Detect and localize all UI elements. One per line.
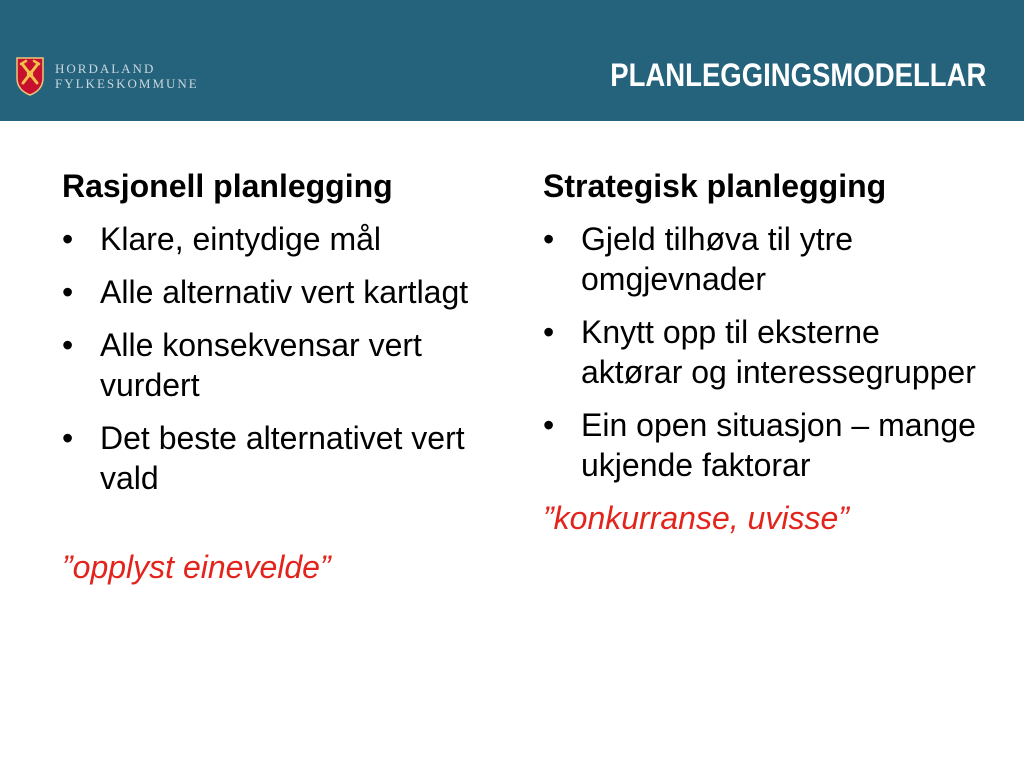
logo-wordmark [55,61,199,91]
list-item [543,405,988,485]
bullet-icon: • [543,314,555,350]
list-item [62,272,502,312]
right-column-motto: ”konkurranse, uvisse” [543,500,849,536]
logo-line-1: HORDALAND [55,61,156,76]
page-title: PLANLEGGINGSMODELLAR [609,57,986,93]
list-item-text: Alle konsekvensar vert vurdert [100,327,422,403]
logo-line-2: FYLKESKOMMUNE [55,76,199,91]
left-column-heading: Rasjonell planlegging [62,168,393,204]
list-item [543,219,988,299]
list-item-text: Gjeld tilhøva til ytre omgjevnader [581,221,854,297]
list-item [62,219,502,259]
list-item-text: Alle alternativ vert kartlagt [100,274,469,310]
list-item-text: Knytt opp til eksterne aktørar og interessegrupper [581,314,976,390]
bullet-icon: • [62,420,74,456]
coat-of-arms-icon [15,56,45,96]
bullet-icon: • [543,221,555,257]
logo [15,56,199,96]
list-item-text: Ein open situasjon – mange ukjende faktorar [581,407,976,483]
bullet-icon: • [543,407,555,443]
left-column [62,166,502,587]
bullet-icon: • [62,327,74,363]
left-column-motto: ”opplyst einevelde” [62,549,331,585]
list-item-text: Det beste alternativet vert vald [100,420,465,496]
list-item [62,325,502,405]
header-bar [0,0,1024,121]
list-item-text: Klare, eintydige mål [100,221,382,257]
list-item [543,312,988,392]
list-item [62,418,502,498]
right-bullet-list [543,219,988,485]
bullet-icon: • [62,274,74,310]
right-column [543,166,988,538]
right-column-heading: Strategisk planlegging [543,168,887,204]
bullet-icon: • [62,221,74,257]
left-bullet-list [62,219,502,498]
